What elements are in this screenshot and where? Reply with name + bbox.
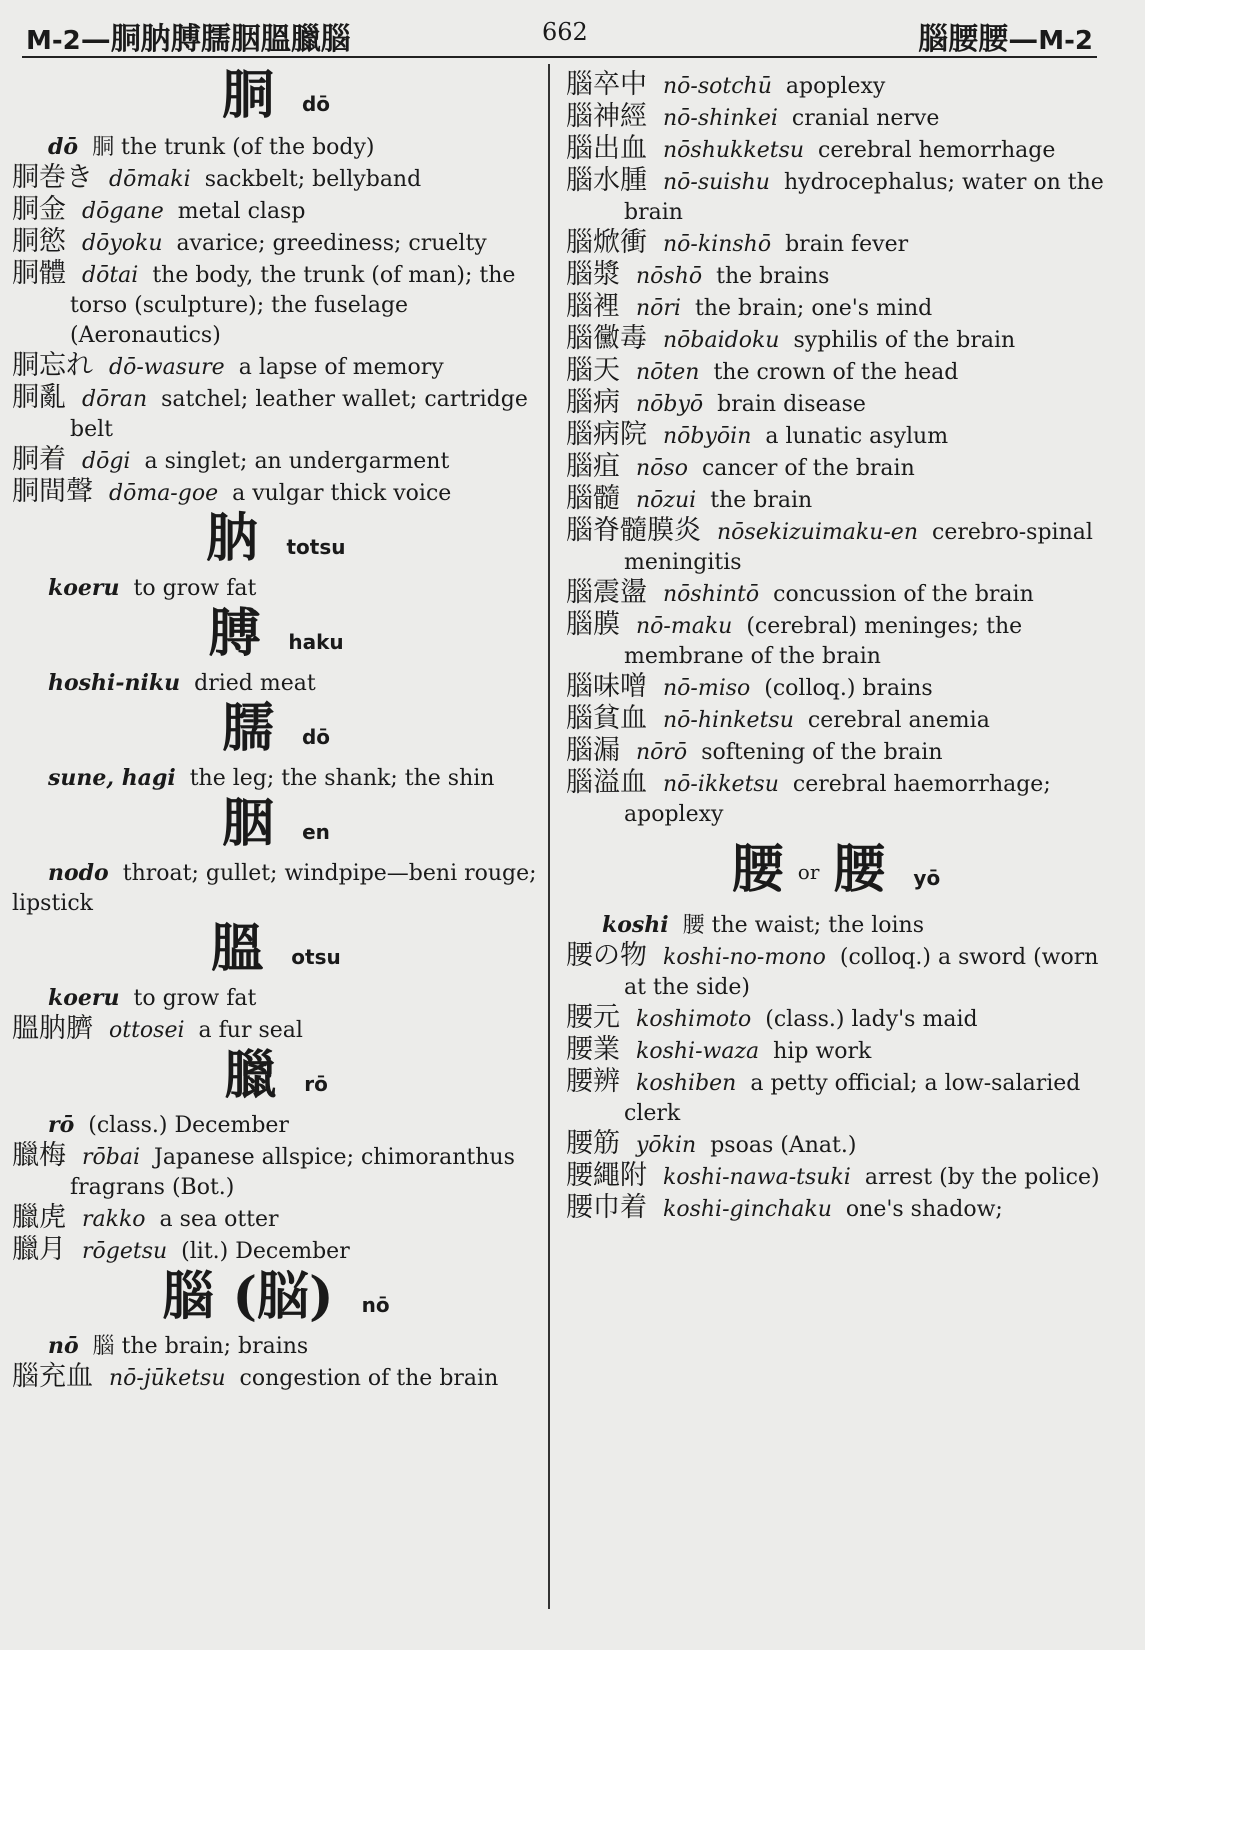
headword-kanji: 肭	[206, 508, 259, 569]
headword-reading: yō	[913, 866, 941, 890]
dictionary-entry: 腦充血 nō-jūketsu congestion of the brain	[12, 1361, 499, 1392]
dictionary-entry: 腦病 nōbyō brain disease	[566, 387, 866, 418]
headword-kanji: 膃	[211, 918, 264, 979]
dictionary-entry: 腦卒中 nō-sotchū apoplexy	[566, 69, 886, 100]
headword	[12, 1045, 540, 1110]
dictionary-entry: 腦漏 nōrō softening of the brain	[566, 735, 943, 766]
dictionary-entry: 腰辨 koshiben a petty official; a low-salaried clerk	[566, 1066, 1081, 1126]
dictionary-entry: 腦出血 nōshukketsu cerebral hemorrhage	[566, 133, 1056, 164]
headword-definition: nō 腦 the brain; brains	[48, 1333, 309, 1359]
dictionary-entry: 腰筋 yōkin psoas (Anat.)	[566, 1128, 857, 1159]
headword	[12, 918, 540, 983]
headword-reading: en	[302, 820, 330, 844]
headword	[12, 793, 540, 858]
dictionary-entry: 腦味噌 nō-miso (colloq.) brains	[566, 671, 933, 702]
dictionary-entry: 胴着 dōgi a singlet; an undergarment	[12, 444, 450, 475]
headword-reading: dō	[301, 725, 331, 749]
dictionary-entry: 腦病院 nōbyōin a lunatic asylum	[566, 419, 949, 450]
headword	[12, 698, 540, 763]
headword-kanji: 臘	[224, 1045, 277, 1106]
headword-or: or	[797, 860, 820, 884]
header-right-characters: 腦腰腰	[918, 22, 1009, 57]
headword-definition: rō (class.) December	[48, 1112, 289, 1138]
header-right: 腦腰腰—M-2	[918, 22, 1093, 57]
page-header	[22, 12, 1097, 58]
headword-reading: totsu	[286, 535, 346, 559]
dictionary-entry: 胴亂 dōran satchel; leather wallet; cartridge belt	[12, 382, 528, 442]
headword-kanji: 臑	[221, 698, 274, 759]
right-column	[566, 70, 1106, 1225]
headword	[12, 65, 540, 132]
dictionary-entry: 臘梅 rōbai Japanese allspice; chimoranthus fragrans (Bot.)	[12, 1140, 515, 1200]
dictionary-entry: 腰業 koshi-waza hip work	[566, 1034, 872, 1065]
headword-kanji: 胴	[221, 65, 274, 126]
dictionary-entry: 腰繩附 koshi-nawa-tsuki arrest (by the police)	[566, 1160, 1100, 1191]
dictionary-entry: 腰元 koshimoto (class.) lady's maid	[566, 1002, 978, 1033]
column-divider	[548, 64, 550, 1609]
headword	[12, 1266, 540, 1331]
dictionary-entry: 腦貧血 nō-hinketsu cerebral anemia	[566, 703, 990, 734]
dictionary-entry: 腦黴毒 nōbaidoku syphilis of the brain	[566, 323, 1016, 354]
left-column	[12, 65, 540, 1394]
dictionary-entry: 膃肭臍 ottosei a fur seal	[12, 1013, 303, 1044]
dictionary-entry: 臘虎 rakko a sea otter	[12, 1202, 279, 1233]
headword-reading: rō	[304, 1072, 328, 1096]
headword-definition: koeru to grow fat	[48, 575, 257, 601]
headword-kanji: 膊	[208, 603, 261, 664]
headword	[566, 839, 1106, 910]
dictionary-entry: 胴間聲 dōma-goe a vulgar thick voice	[12, 476, 452, 507]
headword-kanji-variant: 腰	[833, 839, 886, 900]
dictionary-entry: 胴慾 dōyoku avarice; greediness; cruelty	[12, 226, 487, 257]
dictionary-entry: 腦溢血 nō-ikketsu cerebral haemorrhage; apoplexy	[566, 767, 1051, 827]
headword-definition: nodo throat; gullet; windpipe—beni rouge; lipstick	[12, 860, 537, 916]
headword-definition: sune, hagi the leg; the shank; the shin	[48, 765, 495, 791]
dictionary-entry: 腦膜 nō-maku (cerebral) meninges; the membrane of the brain	[566, 609, 1023, 669]
section-tag-right: M-2	[1038, 26, 1093, 56]
dictionary-entry: 腦脊髓膜炎 nōsekizuimaku-en cerebro-spinal meningitis	[566, 515, 1093, 575]
dictionary-entry: 腦震盪 nōshintō concussion of the brain	[566, 577, 1034, 608]
dictionary-entry: 腰巾着 koshi-ginchaku one's shadow;	[566, 1192, 1003, 1223]
dictionary-entry: 胴忘れ dō-wasure a lapse of memory	[12, 350, 444, 381]
dictionary-entry: 腦水腫 nō-suishu hydrocephalus; water on the brain	[566, 165, 1104, 225]
headword-kanji: 腦 (脳)	[162, 1266, 334, 1327]
header-left: M-2—胴肭膊臑胭膃臘腦	[26, 22, 351, 57]
dictionary-entry: 臘月 rōgetsu (lit.) December	[12, 1234, 350, 1265]
dictionary-entry: 胴金 dōgane metal clasp	[12, 194, 306, 225]
dictionary-entry: 腰の物 koshi-no-mono (colloq.) a sword (worn at the side)	[566, 940, 1099, 1000]
dictionary-entry: 胴巻き dōmaki sackbelt; bellyband	[12, 162, 422, 193]
section-tag-left: M-2	[26, 26, 81, 56]
page-number: 662	[542, 18, 588, 46]
headword-reading: nō	[361, 1293, 390, 1317]
headword-definition: hoshi-niku dried meat	[48, 670, 316, 696]
dictionary-entry: 腦裡 nōri the brain; one's mind	[566, 291, 933, 322]
headword-reading: dō	[301, 92, 331, 116]
header-left-characters: 胴肭膊臑胭膃臘腦	[110, 22, 351, 57]
headword-kanji: 腰	[731, 839, 784, 900]
headword	[12, 508, 540, 573]
headword-reading: haku	[288, 630, 344, 654]
headword-definition: dō 胴 the trunk (of the body)	[48, 134, 375, 160]
dictionary-entry: 腦漿 nōshō the brains	[566, 259, 830, 290]
headword-reading: otsu	[291, 945, 341, 969]
dictionary-entry: 腦天 nōten the crown of the head	[566, 355, 959, 386]
dictionary-entry: 腦焮衝 nō-kinshō brain fever	[566, 227, 909, 258]
dictionary-entry: 胴體 dōtai the body, the trunk (of man); the torso (sculpture); the fuselage (Aeronautics)	[12, 258, 516, 348]
dictionary-entry: 腦髓 nōzui the brain	[566, 483, 813, 514]
headword-definition: koeru to grow fat	[48, 985, 257, 1011]
dictionary-entry: 腦神經 nō-shinkei cranial nerve	[566, 101, 940, 132]
headword-kanji: 胭	[222, 793, 275, 854]
headword-definition: koshi 腰 the waist; the loins	[602, 912, 924, 938]
dictionary-entry: 腦疽 nōso cancer of the brain	[566, 451, 915, 482]
headword	[12, 603, 540, 668]
